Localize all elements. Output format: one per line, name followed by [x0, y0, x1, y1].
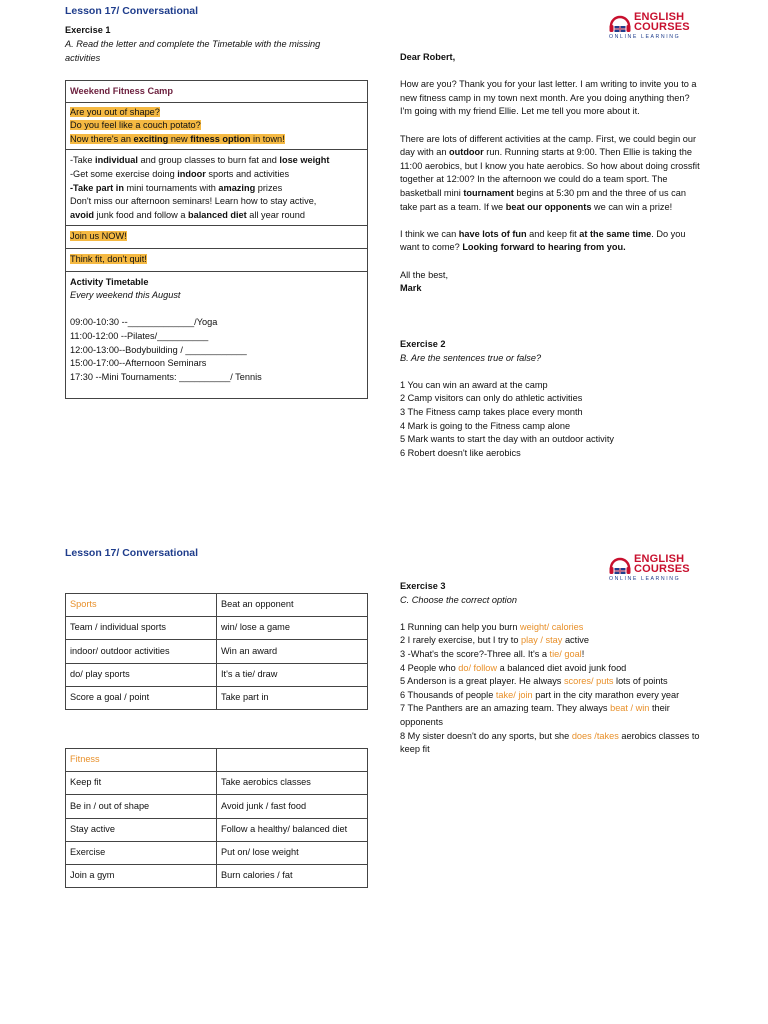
table-cell: Take part in	[217, 686, 368, 709]
exercise2-item: 2 Camp visitors can only do athletic activities	[400, 393, 583, 404]
letter-paragraph-2: There are lots of different activities at the camp. First, we could begin our day with an outdoor run. Running starts at 9:00. Then Ellie is taking the 11:00 aerobics, but I know you hate aerobics. So how about doing crossfit together at 12:00? In the afternoon we could do a team sport. The basketball mini tournament begins at 5:30 pm and the three of us can take part as a team. If we beat our opponents we can win a prize!	[400, 133, 700, 212]
table-cell: It's a tie/ draw	[217, 663, 368, 686]
exercise2-heading: Exercise 2	[400, 339, 446, 349]
english-courses-logo	[608, 12, 698, 42]
timetable-row: 12:00-13:00--Bodybuilding / ____________	[70, 344, 247, 355]
flyer-title: Weekend Fitness Camp	[70, 86, 173, 96]
flyer-question-2: Do you feel like a couch potato?	[70, 120, 201, 131]
flyer-join: Join us NOW!	[70, 231, 127, 242]
table-cell: Stay active	[66, 818, 217, 841]
exercise3-heading: Exercise 3	[400, 581, 446, 591]
exercise2-item: 1 You can win an award at the camp	[400, 379, 548, 390]
table-row	[66, 640, 368, 663]
timetable-row: 17:30 --Mini Tournaments: __________/ Tennis	[70, 371, 262, 382]
letter-closing: All the best,	[400, 269, 449, 280]
letter-paragraph-1: How are you? Thank you for your last letter. I am writing to invite you to a new fitness camp in my town next month. Are you doing anything then? I'm going with my friend Ellie. Let me tell you more about it.	[400, 79, 697, 117]
timetable-row: 09:00-10:30 --_____________/Yoga	[70, 317, 218, 328]
exercise3-item: 2 I rarely exercise, but I try to play / stay active	[400, 635, 589, 646]
logo-line2: COURSES	[634, 21, 690, 33]
table-cell: Follow a healthy/ balanced diet	[217, 818, 368, 841]
answer-options[interactable]: play / stay	[521, 635, 563, 646]
headphones-icon	[608, 555, 632, 577]
exercise3-instruction: C. Choose the correct option	[400, 594, 517, 605]
answer-options[interactable]: beat / win	[610, 703, 650, 714]
exercise3-item: 4 People who do/ follow a balanced diet avoid junk food	[400, 662, 627, 673]
timetable-subtitle: Every weekend this August	[70, 290, 181, 301]
exercise1-heading: Exercise 1	[65, 25, 111, 35]
exercise3-item: 5 Anderson is a great player. He always scores/ puts lots of points	[400, 676, 668, 687]
answer-options[interactable]: tie/ goal	[549, 648, 582, 659]
logo-tagline: ONLINE LEARNING	[609, 34, 681, 40]
table-row	[66, 818, 368, 841]
exercise2-item: 5 Mark wants to start the day with an outdoor activity	[400, 434, 614, 445]
table-cell: Avoid junk / fast food	[217, 795, 368, 818]
answer-options[interactable]: weight/ calories	[520, 621, 584, 632]
table-row	[66, 686, 368, 709]
table-row	[66, 864, 368, 887]
letter-paragraph-3: I think we can have lots of fun and keep fit at the same time. Do you want to come? Looking forward to hearing from you.	[400, 228, 686, 253]
exercise2-instruction: B. Are the sentences true or false?	[400, 352, 542, 363]
exercise2-item: 6 Robert doesn't like aerobics	[400, 447, 521, 458]
table-row	[66, 617, 368, 640]
flyer-question-1: Are you out of shape?	[70, 106, 160, 117]
exercise2-item: 3 The Fitness camp takes place every month	[400, 406, 583, 417]
flyer-benefit-3: -Take part in mini tournaments with amazing prizes	[70, 182, 283, 193]
headphones-icon	[608, 13, 632, 35]
table-cell: win/ lose a game	[217, 617, 368, 640]
table-header-cell	[217, 749, 368, 772]
letter	[400, 51, 700, 296]
activity-timetable	[66, 272, 367, 399]
lesson-title-page2: Lesson 17/ Conversational	[65, 547, 199, 559]
table-row	[66, 663, 368, 686]
timetable-row: 15:00-17:00--Afternoon Seminars	[70, 358, 207, 369]
flyer-benefits	[66, 150, 367, 226]
exercise3-item: 8 My sister doesn't do any sports, but she does /takes aerobics classes to keep fit	[400, 730, 700, 755]
answer-options[interactable]: take/ join	[495, 689, 533, 700]
exercise3-item: 7 The Panthers are an amazing team. They always beat / win their opponents	[400, 703, 670, 727]
exercise3-item: 1 Running can help you burn weight/ calories	[400, 621, 584, 632]
table-cell: Keep fit	[66, 772, 217, 795]
table-header-row	[66, 749, 368, 772]
table-cell: Burn calories / fat	[217, 864, 368, 887]
exercise1-instruction: A. Read the letter and complete the Timetable with the missing activities	[65, 39, 321, 63]
lesson-title: Lesson 17/ Conversational	[65, 5, 199, 17]
table-cell: Put on/ lose weight	[217, 841, 368, 864]
letter-signature: Mark	[400, 283, 422, 294]
table-cell: Win an award	[217, 640, 368, 663]
answer-options[interactable]: does /takes	[571, 730, 619, 741]
table-header-cell: Fitness	[66, 749, 217, 772]
answer-options[interactable]: scores/ puts	[563, 676, 614, 687]
exercise3-item: 6 Thousands of people take/ join part in the city marathon every year	[400, 689, 680, 700]
exercise3	[400, 580, 700, 757]
timetable-row: 11:00-12:00 --Pilates/__________	[70, 330, 209, 341]
answer-options[interactable]: do/ follow	[458, 662, 498, 673]
exercise3-item: 3 -What's the score?-Three all. It's a tie/ goal!	[400, 648, 585, 659]
flyer-benefit-1: -Take individual and group classes to burn fat and lose weight	[70, 155, 330, 166]
table-cell: indoor/ outdoor activities	[66, 640, 217, 663]
exercise2-item: 4 Mark is going to the Fitness camp alone	[400, 420, 571, 431]
table-row	[66, 772, 368, 795]
logo-line1: ENGLISH	[634, 11, 685, 23]
fitness-vocabulary-table	[65, 748, 368, 888]
table-header-cell: Beat an opponent	[217, 594, 368, 617]
timetable-title: Activity Timetable	[70, 276, 149, 287]
table-header-row	[66, 594, 368, 617]
table-cell: Be in / out of shape	[66, 795, 217, 818]
exercise2	[400, 338, 730, 460]
letter-greeting: Dear Robert,	[400, 52, 456, 62]
table-cell: Take aerobics classes	[217, 772, 368, 795]
logo-line2: COURSES	[634, 563, 690, 575]
table-header-cell: Sports	[66, 594, 217, 617]
flyer-benefit-2: -Get some exercise doing indoor sports and activities	[70, 168, 290, 179]
logo-line1: ENGLISH	[634, 553, 685, 565]
table-row	[66, 795, 368, 818]
table-cell: Exercise	[66, 841, 217, 864]
table-cell: Join a gym	[66, 864, 217, 887]
fitness-camp-flyer	[65, 80, 368, 399]
flyer-benefit-4: Don't miss our afternoon seminars! Learn how to stay active,	[70, 196, 317, 207]
flyer-question-3: Now there's an exciting new fitness option in town!	[70, 133, 285, 144]
flyer-slogan: Think fit, don't quit!	[70, 253, 147, 264]
table-row	[66, 841, 368, 864]
sports-vocabulary-table	[65, 593, 368, 710]
logo-tagline: ONLINE LEARNING	[609, 576, 681, 582]
flyer-benefit-5: avoid junk food and follow a balanced diet all year round	[70, 209, 305, 220]
table-cell: Team / individual sports	[66, 617, 217, 640]
table-cell: Score a goal / point	[66, 686, 217, 709]
table-cell: do/ play sports	[66, 663, 217, 686]
